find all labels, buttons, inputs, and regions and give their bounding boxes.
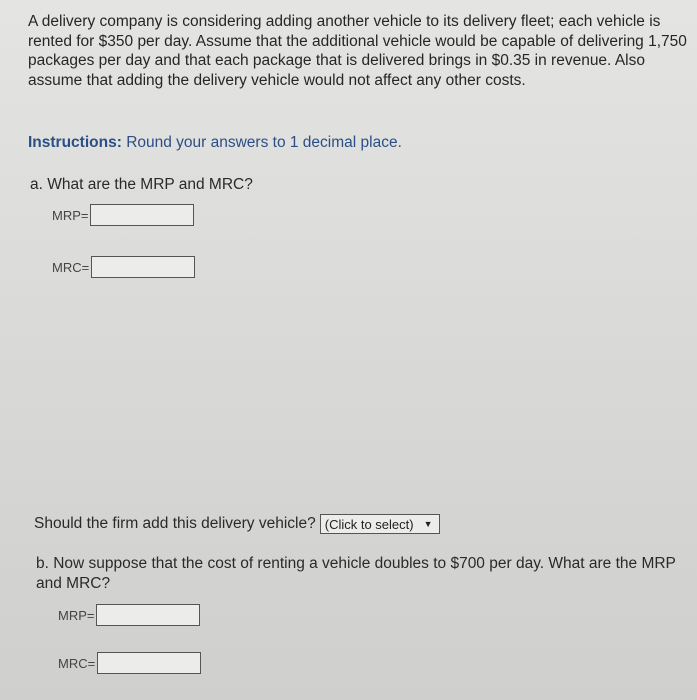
decision-select-value: (Click to select) — [324, 516, 414, 532]
part-b-mrp-label: MRP= — [58, 607, 95, 623]
decision-select[interactable] — [320, 514, 440, 534]
part-a-mrc-label: MRC= — [52, 259, 90, 275]
instructions — [28, 134, 402, 152]
instructions-text: Round your answers to 1 decimal place. — [126, 134, 402, 151]
chevron-down-icon: ▼ — [423, 519, 433, 529]
part-a-mrp-label: MRP= — [52, 207, 89, 223]
part-a-mrc-input[interactable] — [91, 256, 195, 278]
decision-question: Should the firm add this delivery vehicle? — [34, 515, 316, 532]
decision-row — [34, 514, 440, 534]
part-a-mrc-row — [52, 256, 195, 278]
part-a-mrp-input[interactable] — [90, 204, 194, 226]
part-b-mrp-row — [58, 604, 200, 626]
part-b-mrp-input[interactable] — [96, 604, 200, 626]
problem-statement: A delivery company is considering adding another vehicle to its delivery fleet; each vehicle is rented for $350 per day. Assume that the additional vehicle would be capable of delivering 1,750 packages per day and that each package that is delivered brings in $0.35 in revenue. Also assume that adding the delivery vehicle would not affect any other costs. — [28, 13, 687, 89]
part-b-question: b. Now suppose that the cost of renting a vehicle doubles to $700 per day. What are the MRP and MRC? — [36, 555, 676, 592]
part-b-mrc-row — [58, 652, 201, 674]
part-b-mrc-input[interactable] — [97, 652, 201, 674]
part-a-question: a. What are the MRP and MRC? — [30, 176, 253, 193]
part-b-mrc-label: MRC= — [58, 655, 96, 671]
instructions-label: Instructions: — [28, 134, 122, 151]
part-a-mrp-row — [52, 204, 194, 226]
